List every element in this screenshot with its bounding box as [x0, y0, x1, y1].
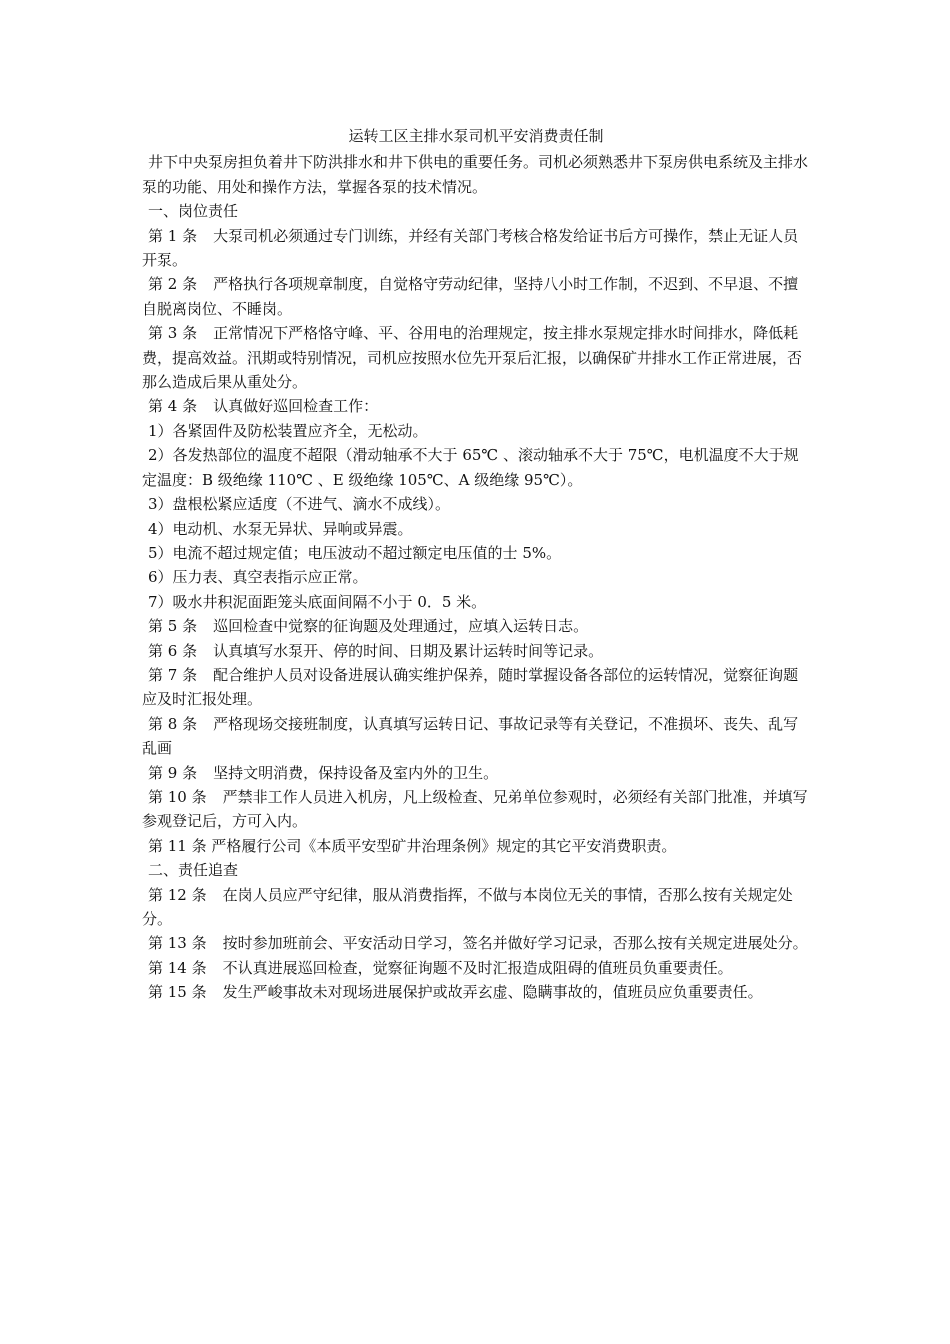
- article-5: [142, 614, 810, 638]
- article-text: 不认真进展巡回检查，觉察征询题不及时汇报造成阻碍的值班员负重要责任。: [222, 958, 733, 977]
- article-number: 第 5 条: [148, 617, 198, 636]
- article-8: [142, 712, 810, 761]
- document-title: 运转工区主排水泵司机平安消费责任制: [348, 127, 604, 145]
- document-page: [142, 124, 810, 1005]
- article-number: 第 9 条: [148, 763, 198, 782]
- article-text: 发生严峻事故未对现场进展保护或故弄玄虚、隐瞒事故的，值班员应负重要责任。: [222, 983, 763, 1002]
- article-9: [142, 761, 810, 785]
- article-12: [142, 883, 810, 932]
- intro-paragraph: 井下中央泵房担负着井下防洪排水和井下供电的重要任务。司机必须熟悉井下泵房供电系统及主排水泵的功能、用处和操作方法，掌握各泵的技术情况。: [142, 153, 809, 196]
- article-text: 巡回检查中觉察的征询题及处理通过，应填入运转日志。: [213, 617, 589, 636]
- article-number: 第 6 条: [148, 641, 198, 660]
- inspection-item-4: 4）电动机、水泵无异状、异响或异震。: [148, 519, 413, 538]
- article-text: 正常情况下严格恪守峰、平、谷用电的治理规定，按主排水泵规定排水时间排水，降低耗费，提高效益。汛期或特别情况，司机应按照水位先开泵后汇报，以确保矿井排水工作正常进展，否那么造成后果从重处分。: [142, 324, 803, 392]
- inspection-item-3: 3）盘根松紧应适度（不进气、滴水不成线）。: [148, 495, 451, 514]
- article-number: 第 3 条: [148, 324, 198, 343]
- inspection-item-7: 7）吸水井积泥面距笼头底面间隔不小于 0．5 米。: [148, 592, 487, 611]
- article-11: 第 11 条 严格履行公司《本质平安型矿井治理条例》规定的其它平安消费职责。: [148, 836, 677, 855]
- article-text: 大泵司机必须通过专门训练，并经有关部门考核合格发给证书后方可操作，禁止无证人员开泵。: [142, 226, 799, 270]
- article-13: [142, 931, 810, 955]
- article-number: 第 13 条: [148, 934, 207, 953]
- article-number: 第 15 条: [148, 983, 207, 1002]
- article-2: [142, 272, 810, 321]
- inspection-item-6: 6）压力表、真空表指示应正常。: [148, 568, 368, 587]
- article-7: [142, 663, 810, 712]
- article-text: 按时参加班前会、平安活动日学习，签名并做好学习记录，否那么按有关规定进展处分。: [222, 934, 808, 953]
- article-number: 第 4 条: [148, 397, 198, 416]
- article-3: [142, 321, 810, 394]
- article-15: [142, 980, 810, 1004]
- article-text: 配合维护人员对设备进展认确实维护保养，随时掌握设备各部位的运转情况，觉察征询题应及时汇报处理。: [142, 665, 799, 709]
- article-number: 第 7 条: [148, 665, 198, 684]
- article-10: [142, 785, 810, 834]
- article-text: 认真填写水泵开、停的时间、日期及累计运转时间等记录。: [213, 641, 604, 660]
- section-heading-duties: 一、岗位责任: [148, 202, 239, 221]
- article-text: 在岗人员应严守纪律，服从消费指挥，不做与本岗位无关的事情，否那么按有关规定处分。: [142, 885, 793, 928]
- article-text: 严禁非工作人员进入机房，凡上级检查、兄弟单位参观时，必须经有关部门批准，并填写参观登记后，方可入内。: [142, 787, 808, 831]
- section-heading-accountability: 二、责任追查: [148, 861, 239, 880]
- article-1: [142, 224, 810, 273]
- article-number: 第 14 条: [148, 958, 207, 977]
- article-text: 坚持文明消费，保持设备及室内外的卫生。: [213, 763, 499, 782]
- article-4: [142, 394, 810, 418]
- article-number: 第 8 条: [148, 714, 198, 733]
- article-text: 严格现场交接班制度，认真填写运转日记、事故记录等有关登记，不准损坏、丧失、乱写乱画: [142, 714, 799, 758]
- article-number: 第 10 条: [148, 787, 207, 806]
- article-14: [142, 956, 810, 980]
- article-number: 第 2 条: [148, 275, 198, 294]
- article-6: [142, 639, 810, 663]
- article-number: 第 1 条: [148, 226, 198, 245]
- article-text: 认真做好巡回检查工作：: [213, 397, 379, 416]
- article-number: 第 12 条: [148, 885, 207, 904]
- inspection-item-5: 5）电流不超过规定值；电压波动不超过额定电压值的士 5%。: [148, 543, 562, 562]
- inspection-item-1: 1）各紧固件及防松装置应齐全，无松动。: [148, 421, 428, 440]
- inspection-item-2: 2）各发热部位的温度不超限（滑动轴承不大于 65℃ 、滚动轴承不大于 75℃，电机温度不大于规定温度：B 级绝缘 110℃ 、E 级绝缘 105℃、A 级绝缘 95℃）。: [142, 446, 799, 489]
- article-text: 严格执行各项规章制度，自觉格守劳动纪律，坚持八小时工作制，不迟到、不早退、不擅自脱离岗位、不睡岗。: [142, 275, 799, 318]
